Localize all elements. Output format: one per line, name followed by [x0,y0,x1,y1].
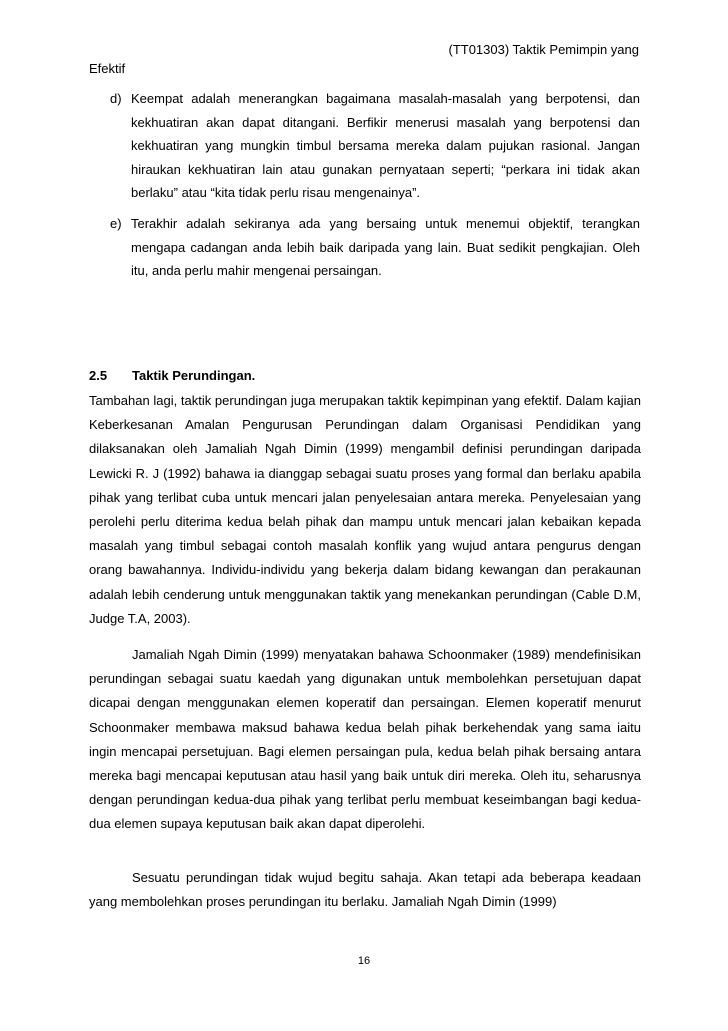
running-header-title: (TT01303) Taktik Pemimpin yang [448,42,639,57]
body-paragraph-3: Sesuatu perundingan tidak wujud begitu sahaja. Akan tetapi ada beberapa keadaan yang membolehkan proses perundingan itu berlaku. Jamaliah Ngah Dimin (1999) [89,870,641,910]
list-item-e [110,212,640,283]
page-number: 16 [357,955,371,967]
list-item-text: Terakhir adalah sekiranya ada yang bersaing untuk menemui objektif, terangkan mengapa cadangan anda lebih baik daripada yang lain. Buat sedikit pengkajian. Oleh itu, anda perlu mahir mengenai persaingan. [131,216,640,278]
list-item-text: Keempat adalah menerangkan bagaimana masalah-masalah yang berpotensi, dan kekhuatiran akan dapat ditangani. Berfikir menerusi masalah yang berpotensi dan kekhuatiran yang mungkin timbul bersama mereka dalam pujukan rasional. Jangan hiraukan kekhuatiran lain atau gunakan pernyataan seperti; “perkara ini tidak akan berlaku” atau “kita tidak perlu risau mengenainya”. [131,91,640,200]
list-marker: d) [110,91,122,106]
body-paragraph-1: Tambahan lagi, taktik perundingan juga merupakan taktik kepimpinan yang efektif. Dalam kajian Keberkesanan Amalan Pengurusan Perundingan dalam Organisasi Pendidikan yang dilaksanakan oleh Jamaliah Ngah Dimin (1999) mengambil definisi perundingan daripada Lewicki R. J (1992) bahawa ia dianggap sebagai suatu proses yang formal dan berlaku apabila pihak yang terlibat cuba untuk mencari jalan penyelesaian antara mereka. Penyelesaian yang perolehi perlu diterima kedua belah pihak dan mampu untuk mencari jalan kebaikan kepada masalah yang timbul sebagai contoh masalah konflik yang wujud antara pengurus dengan orang bawahannya. Individu-individu yang bekerja dalam bidang kewangan dan perakaunan adalah lebih cenderung untuk menggunakan taktik yang menekankan perundingan (Cable D.M, Judge T.A, 2003). [89,393,641,626]
section-number: 2.5 [89,368,108,383]
body-paragraph-2: Jamaliah Ngah Dimin (1999) menyatakan bahawa Schoonmaker (1989) mendefinisikan perundingan sebagai suatu kaedah yang digunakan untuk membolehkan persetujuan dapat dicapai dengan menggunakan elemen koperatif dan persaingan. Elemen koperatif menurut Schoonmaker membawa maksud bahawa kedua belah pihak berkehendak yang sama iaitu ingin mencapai persetujuan. Bagi elemen persaingan pula, kedua belah pihak bersaing antara mereka bagi mencapai keputusan atau hasil yang baik untuk diri mereka. Oleh itu, seharusnya dengan perundingan kedua-dua pihak yang terlibat perlu membuat keseimbangan bagi kedua-dua elemen supaya keputusan baik akan dapat diperolehi. [89,647,641,832]
list-item-d [110,87,640,205]
list-marker: e) [110,216,122,231]
section-title: Taktik Perundingan. [132,368,256,383]
section-heading [89,368,255,383]
running-header-title-continued: Efektif [89,61,126,76]
